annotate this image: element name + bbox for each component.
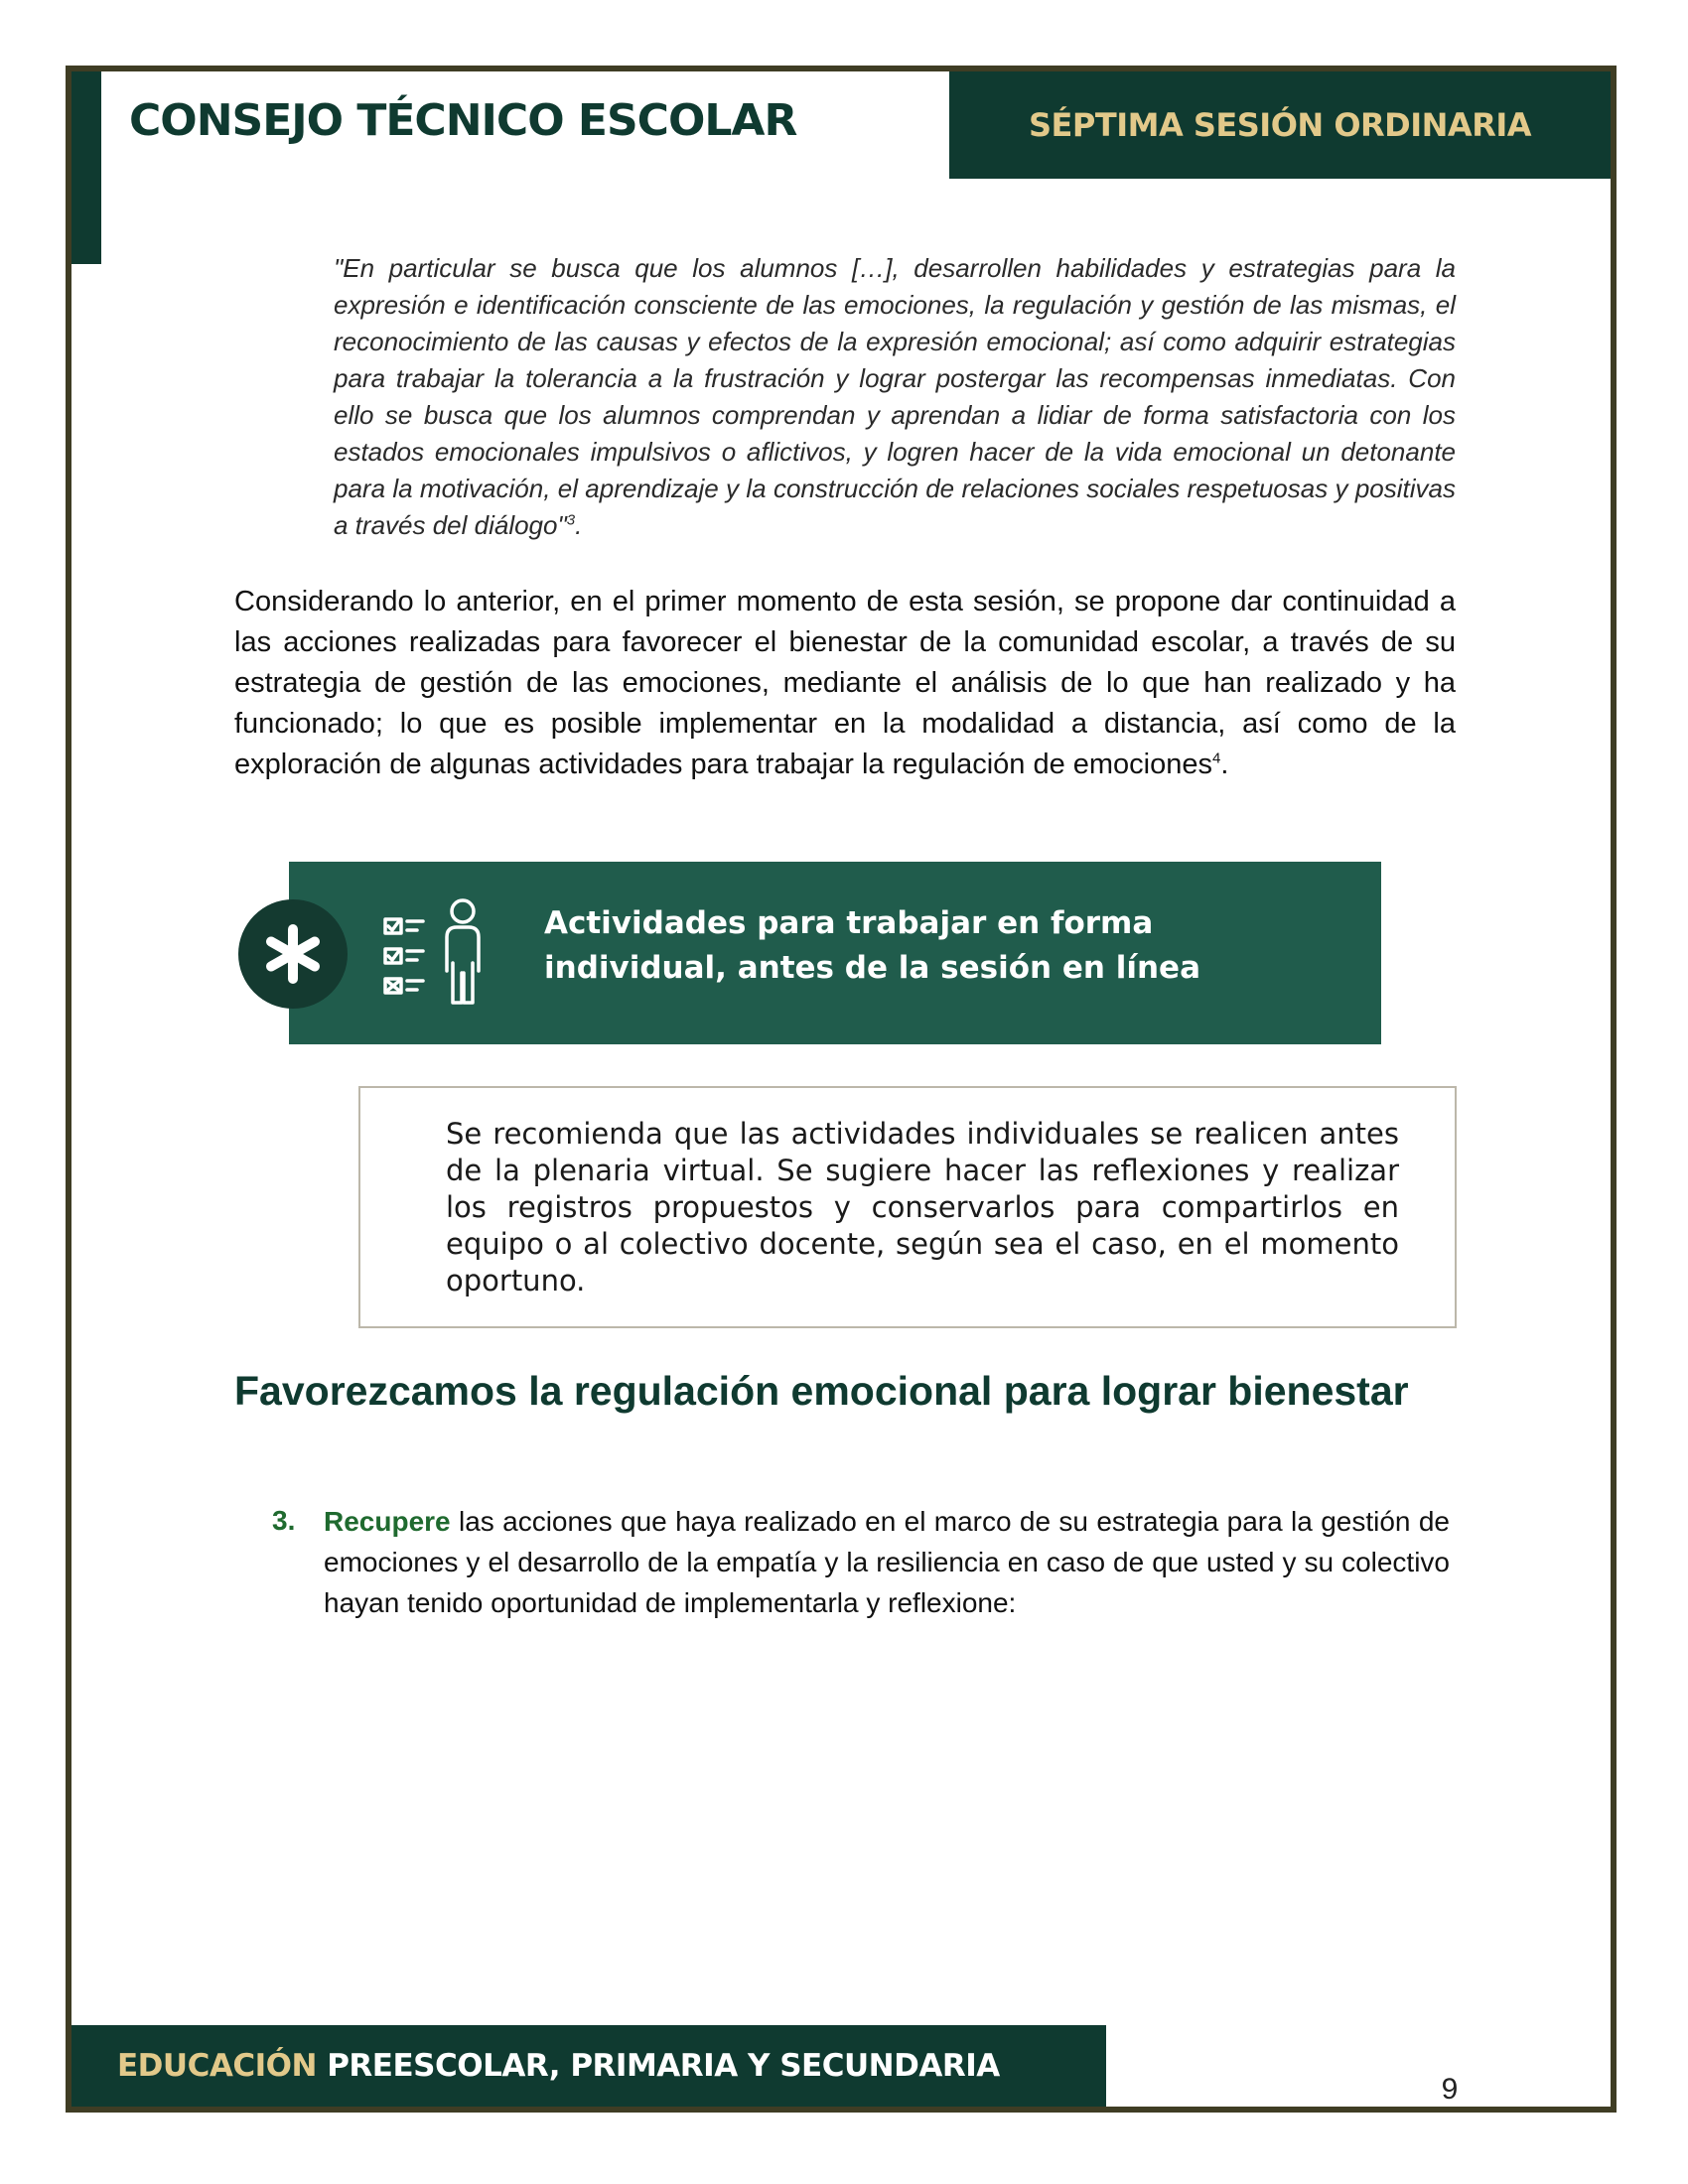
note-text: Se recomienda que las actividades individuales se realicen antes de la plenaria virtual. Se sugiere hacer las reflexiones y realizar los registros propuestos y conservarlos para compartirlos en equipo o al colectivo docente, según sea el caso, en el momento oportuno.	[446, 1117, 1399, 1297]
body-paragraph-text: Considerando lo anterior, en el primer momento de esta sesión, se propone dar continuidad a las acciones realizadas para favorecer el bienestar de la comunidad escolar, a través de su estrategia de gestión de las emociones, mediante el análisis de lo que han realizado y ha funcionado; lo que es posible implementar en la modalidad a distancia, así como de la exploración de algunas actividades para trabajar la regulación de emociones	[234, 586, 1456, 780]
list-item	[324, 1501, 1450, 1623]
footer-accent: EDUCACIÓN	[117, 2048, 317, 2084]
document-title-part1: CONSEJO	[129, 95, 344, 146]
document-title	[129, 95, 796, 146]
body-paragraph-end: .	[1220, 749, 1229, 780]
footer-rest: PREESCOLAR, PRIMARIA Y SECUNDARIA	[316, 2048, 1000, 2084]
session-label: SÉPTIMA SESIÓN ORDINARIA	[1029, 106, 1531, 144]
body-paragraph	[234, 582, 1456, 785]
checklist-person-icon	[383, 897, 492, 1007]
asterisk-icon	[262, 923, 324, 985]
list-item-lead: Recupere	[324, 1506, 451, 1537]
quote-footnote-ref[interactable]: 3	[566, 511, 576, 529]
asterisk-badge	[238, 899, 348, 1009]
list-item-number: 3.	[272, 1505, 296, 1536]
session-header-box	[949, 71, 1611, 179]
list-item-text: las acciones que haya realizado en el marco de su estrategia para la gestión de emociones y el desarrollo de la empatía y la resiliencia en caso de que usted y su colectivo hayan tenido oportunidad de implementarla y reflexione:	[324, 1506, 1450, 1618]
quote-paragraph	[334, 250, 1456, 544]
page-number: 9	[1441, 2073, 1459, 2106]
header-accent-bar	[71, 71, 101, 264]
footer-banner	[71, 2025, 1106, 2107]
paragraph-footnote-ref[interactable]: 4	[1212, 750, 1221, 767]
activity-title: Actividades para trabajar en forma individual, antes de la sesión en línea	[544, 905, 1201, 986]
section-heading: Favorezcamos la regulación emocional para lograr bienestar	[234, 1368, 1409, 1414]
quote-end: .	[575, 510, 583, 540]
footer-text	[71, 2048, 1000, 2084]
quote-text: "En particular se busca que los alumnos […], desarrollen habilidades y estrategias para la expresión e identificación consciente de las emociones, la regulación y gestión de las mismas, el reconocimiento de las causas y efectos de la expresión emocional; así como adquirir estrategias para trabajar la tolerancia a la frustración y lograr postergar las recompensas inmediatas. Con ello se busca que los alumnos comprendan y aprendan a lidiar de forma satisfactoria con los estados emocionales impulsivos o aflictivos, y logren hacer de la vida emocional un detonante para la motivación, el aprendizaje y la construcción de relaciones sociales respetuosas y positivas a través del diálogo"	[334, 253, 1456, 540]
document-title-part2: TÉCNICO ESCOLAR	[343, 95, 797, 146]
